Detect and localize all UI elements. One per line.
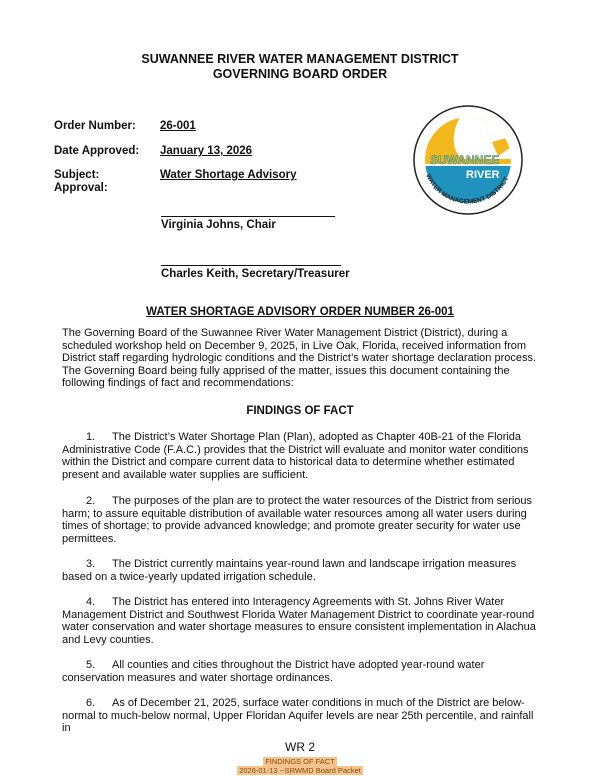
finding-item: 6. As of December 21, 2025, surface water conditions in much of the District are below-normal to much-below normal, Upper Floridan Aquifer levels are near 25th percentile, and rainfall in <box>62 697 534 735</box>
svg-text:WATER MANAGEMENT DISTRICT: WATER MANAGEMENT DISTRICT <box>424 172 511 206</box>
signature-line <box>161 216 335 217</box>
document-title: SUWANNEE RIVER WATER MANAGEMENT DISTRICT GOVERNING BOARD ORDER <box>141 52 459 81</box>
chair-signature: Virginia Johns, Chair <box>161 219 276 231</box>
finding-item: 5. All counties and cities throughout the District have adopted year-round water conservation measures and water shortage ordinances. <box>62 659 485 684</box>
finding-item: 3. The District currently maintains year-round lawn and landscape irrigation measures based on a twice-yearly updated irrigation schedule. <box>62 558 517 583</box>
secretary-signature: Charles Keith, Secretary/Treasurer <box>161 268 350 280</box>
svg-text:SUWANNEE: SUWANNEE <box>430 153 500 167</box>
date-approved-field: Date Approved: January 13, 2026 <box>54 145 253 157</box>
finding-item: 4. The District has entered into Interagency Agreements with St. Johns River Water Management District and Southwest Florida Water Management District to coordinate year-round water conservation and water shortage measures to ensure consistent implementation in Alachua and Levy counties. <box>62 596 536 646</box>
finding-item: 2. The purposes of the plan are to protect the water resources of the District from serious harm; to assure equitable distribution of available water resources among all water users during times of shortage; to provide advanced knowledge; and promote greater security for water use permittees. <box>62 495 533 545</box>
order-heading: WATER SHORTAGE ADVISORY ORDER NUMBER 26-001 <box>146 306 454 318</box>
svg-text:RIVER: RIVER <box>466 169 500 181</box>
signature-line <box>161 265 341 266</box>
packet-stamp: FINDINGS OF FACT <box>265 757 335 766</box>
order-number-field: Order Number: 26-001 <box>54 120 196 132</box>
subject-field: Subject: Water Shortage Advisory <box>54 169 297 181</box>
district-logo <box>412 104 524 216</box>
packet-stamp: 2026-01-13 --SRWMD Board Packet <box>239 766 361 775</box>
finding-item: 1. The District’s Water Shortage Plan (Plan), adopted as Chapter 40B-21 of the Florida Administrative Code (F.A.C.) provides that the District will evaluate and monitor water conditions within the District and compare current data to historical data to determine whether estimated present and available water supplies are sufficient. <box>62 431 529 481</box>
findings-heading: FINDINGS OF FACT <box>246 405 354 417</box>
page-number: WR 2 <box>285 740 315 754</box>
approval-label: Approval: <box>54 182 108 194</box>
intro-paragraph: The Governing Board of the Suwannee River Water Management District (District), during a scheduled workshop held on December 9, 2025, in Live Oak, Florida, received information from District staff regarding hydrologic conditions and the District’s water shortage declaration process. The Governing Board being fully apprised of the matter, issues this document containing the following findings of fact and recommendations: <box>62 327 537 390</box>
